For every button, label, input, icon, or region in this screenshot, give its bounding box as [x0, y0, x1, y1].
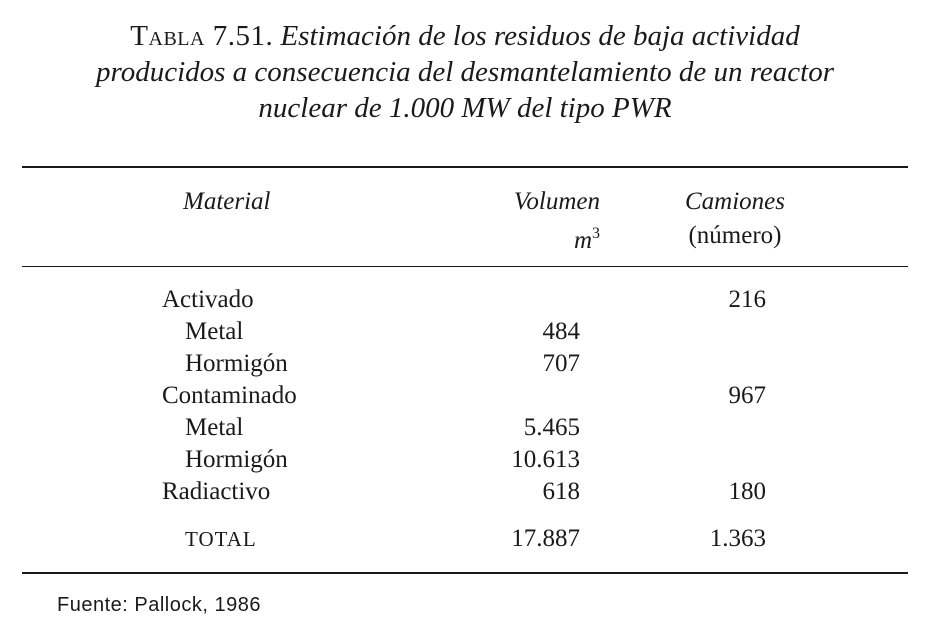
- header-material: Material: [183, 188, 271, 215]
- cell-volume: 484: [542, 318, 580, 345]
- header-trucks: Camiones: [685, 188, 785, 215]
- bottom-rule: [22, 572, 908, 574]
- cell-volume: 5.465: [523, 414, 580, 441]
- table-row: [0, 412, 930, 444]
- cell-material: Radiactivo: [162, 478, 271, 505]
- cell-volume: 707: [542, 350, 580, 377]
- table-row: [0, 476, 930, 508]
- total-row: [0, 523, 930, 555]
- header-volume: Volumen: [513, 188, 600, 215]
- caption-line-1: [0, 18, 930, 54]
- caption-line-2: producidos a consecuencia del desmantelamiento de un reactor: [96, 56, 834, 88]
- cell-material: Activado: [162, 286, 254, 313]
- cell-volume: 10.613: [511, 446, 580, 473]
- table-caption: [0, 18, 930, 126]
- volume-unit-exponent: 3: [592, 225, 600, 242]
- cell-trucks: 967: [728, 382, 766, 409]
- caption-line-3: nuclear de 1.000 MW del tipo PWR: [258, 92, 672, 124]
- header-trucks-sub: (número): [688, 222, 782, 249]
- cell-material: Hormigón: [185, 446, 288, 473]
- table-row: [0, 348, 930, 380]
- total-label: TOTAL: [185, 527, 257, 551]
- total-volume: 17.887: [511, 525, 580, 552]
- caption-title-part-1: Estimación de los residuos de baja actividad: [280, 20, 800, 52]
- table-row: [0, 444, 930, 476]
- cell-material: Hormigón: [185, 350, 288, 377]
- table-row: [0, 316, 930, 348]
- cell-material: Metal: [185, 414, 244, 441]
- cell-volume: 618: [542, 478, 580, 505]
- cell-material: Contaminado: [162, 382, 297, 409]
- cell-trucks: 216: [728, 286, 766, 313]
- table-row: [0, 284, 930, 316]
- cell-trucks: 180: [728, 478, 766, 505]
- header-rule: [22, 266, 908, 267]
- volume-unit-base: m: [573, 227, 592, 254]
- cell-material: Metal: [185, 318, 244, 345]
- top-rule: [22, 166, 908, 168]
- table-label: Tabla 7.51.: [130, 20, 274, 52]
- header-volume-unit: [470, 218, 600, 257]
- table-row: [0, 380, 930, 412]
- source-note: Fuente: Pallock, 1986: [57, 594, 261, 616]
- total-trucks: 1.363: [709, 525, 766, 552]
